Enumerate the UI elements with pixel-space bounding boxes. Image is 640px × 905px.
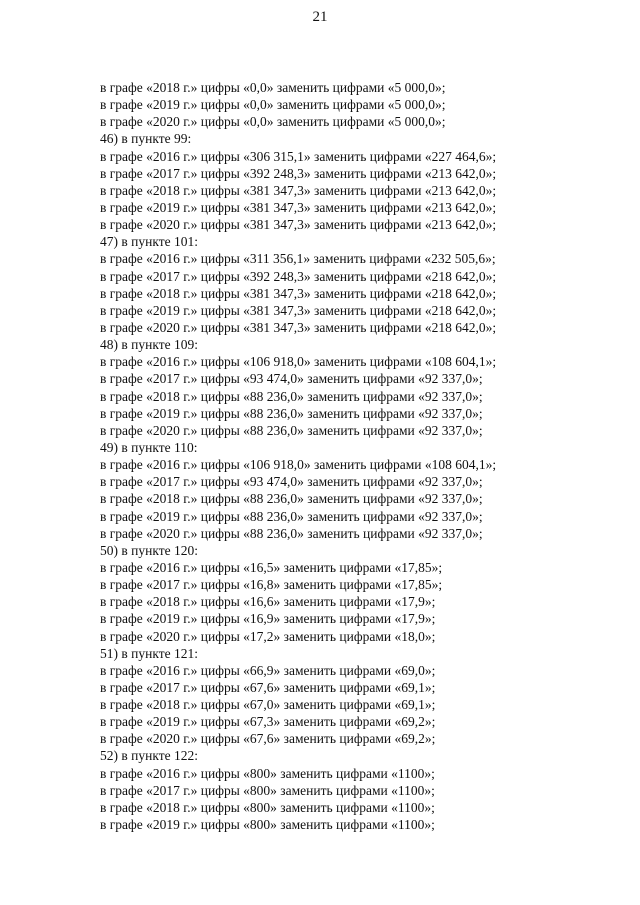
amendment-line: в графе «2018 г.» цифры «0,0» заменить цифрами «5 000,0»;: [100, 80, 446, 95]
amendment-line: в графе «2020 г.» цифры «17,2» заменить цифрами «18,0»;: [100, 628, 436, 644]
amendment-line: в графе «2019 г.» цифры «88 236,0» заменить цифрами «92 337,0»;: [100, 405, 483, 421]
amendment-line: в графе «2019 г.» цифры «381 347,3» заменить цифрами «218 642,0»;: [100, 302, 497, 318]
amendment-line: в графе «2018 г.» цифры «67,0» заменить цифрами «69,1»;: [100, 697, 436, 713]
amendment-line: в графе «2019 г.» цифры «0,0» заменить цифрами «5 000,0»;: [100, 97, 446, 113]
amendment-line: в графе «2016 г.» цифры «800» заменить цифрами «1100»;: [100, 765, 435, 781]
amendment-line: в графе «2017 г.» цифры «67,6» заменить цифрами «69,1»;: [100, 679, 436, 695]
amendment-line: в графе «2020 г.» цифры «381 347,3» заменить цифрами «218 642,0»;: [100, 319, 497, 335]
amendment-line: в графе «2020 г.» цифры «88 236,0» заменить цифрами «92 337,0»;: [100, 422, 483, 438]
section-heading: 46) в пункте 99:: [100, 131, 192, 147]
amendment-line: в графе «2017 г.» цифры «93 474,0» заменить цифрами «92 337,0»;: [100, 474, 483, 490]
section-heading: 50) в пункте 120:: [100, 542, 198, 558]
amendment-line: в графе «2016 г.» цифры «16,5» заменить цифрами «17,85»;: [100, 559, 443, 575]
amendment-line: в графе «2018 г.» цифры «88 236,0» заменить цифрами «92 337,0»;: [100, 388, 483, 404]
amendment-line: в графе «2016 г.» цифры «106 918,0» заменить цифрами «108 604,1»;: [100, 354, 497, 370]
section-heading: 49) в пункте 110:: [100, 439, 198, 455]
page-number: 21: [312, 9, 328, 25]
amendment-line: в графе «2019 г.» цифры «67,3» заменить цифрами «69,2»;: [100, 714, 436, 730]
amendment-line: в графе «2017 г.» цифры «16,8» заменить цифрами «17,85»;: [100, 577, 443, 593]
amendment-line: в графе «2017 г.» цифры «392 248,3» заменить цифрами «213 642,0»;: [100, 165, 497, 181]
amendment-line: в графе «2018 г.» цифры «381 347,3» заменить цифрами «218 642,0»;: [100, 285, 497, 301]
amendment-line: в графе «2019 г.» цифры «800» заменить цифрами «1100»;: [100, 817, 435, 833]
amendment-line: в графе «2020 г.» цифры «67,6» заменить цифрами «69,2»;: [100, 731, 436, 747]
amendment-line: в графе «2020 г.» цифры «381 347,3» заменить цифрами «213 642,0»;: [100, 217, 497, 233]
amendment-line: в графе «2017 г.» цифры «93 474,0» заменить цифрами «92 337,0»;: [100, 371, 483, 387]
amendment-line: в графе «2020 г.» цифры «88 236,0» заменить цифрами «92 337,0»;: [100, 525, 483, 541]
amendment-line: в графе «2016 г.» цифры «66,9» заменить цифрами «69,0»;: [100, 662, 436, 678]
amendment-line: в графе «2019 г.» цифры «16,9» заменить цифрами «17,9»;: [100, 611, 436, 627]
section-heading: 48) в пункте 109:: [100, 337, 198, 353]
section-heading: 51) в пункте 121:: [100, 645, 198, 661]
amendment-line: в графе «2017 г.» цифры «392 248,3» заменить цифрами «218 642,0»;: [100, 268, 497, 284]
amendment-line: в графе «2016 г.» цифры «311 356,1» заменить цифрами «232 505,6»;: [100, 251, 496, 267]
amendment-line: в графе «2019 г.» цифры «381 347,3» заменить цифрами «213 642,0»;: [100, 199, 497, 215]
amendment-line: в графе «2017 г.» цифры «800» заменить цифрами «1100»;: [100, 782, 435, 798]
section-heading: 52) в пункте 122:: [100, 748, 198, 764]
amendment-line: в графе «2018 г.» цифры «88 236,0» заменить цифрами «92 337,0»;: [100, 491, 483, 507]
amendment-line: в графе «2016 г.» цифры «106 918,0» заменить цифрами «108 604,1»;: [100, 457, 497, 473]
document-body: [100, 79, 620, 833]
amendment-line: в графе «2016 г.» цифры «306 315,1» заменить цифрами «227 464,6»;: [100, 148, 497, 164]
amendment-line: в графе «2020 г.» цифры «0,0» заменить цифрами «5 000,0»;: [100, 114, 446, 130]
amendment-line: в графе «2019 г.» цифры «88 236,0» заменить цифрами «92 337,0»;: [100, 508, 483, 524]
amendment-line: в графе «2018 г.» цифры «381 347,3» заменить цифрами «213 642,0»;: [100, 182, 497, 198]
amendment-line: в графе «2018 г.» цифры «16,6» заменить цифрами «17,9»;: [100, 594, 436, 610]
amendment-line: в графе «2018 г.» цифры «800» заменить цифрами «1100»;: [100, 799, 435, 815]
section-heading: 47) в пункте 101:: [100, 234, 198, 250]
